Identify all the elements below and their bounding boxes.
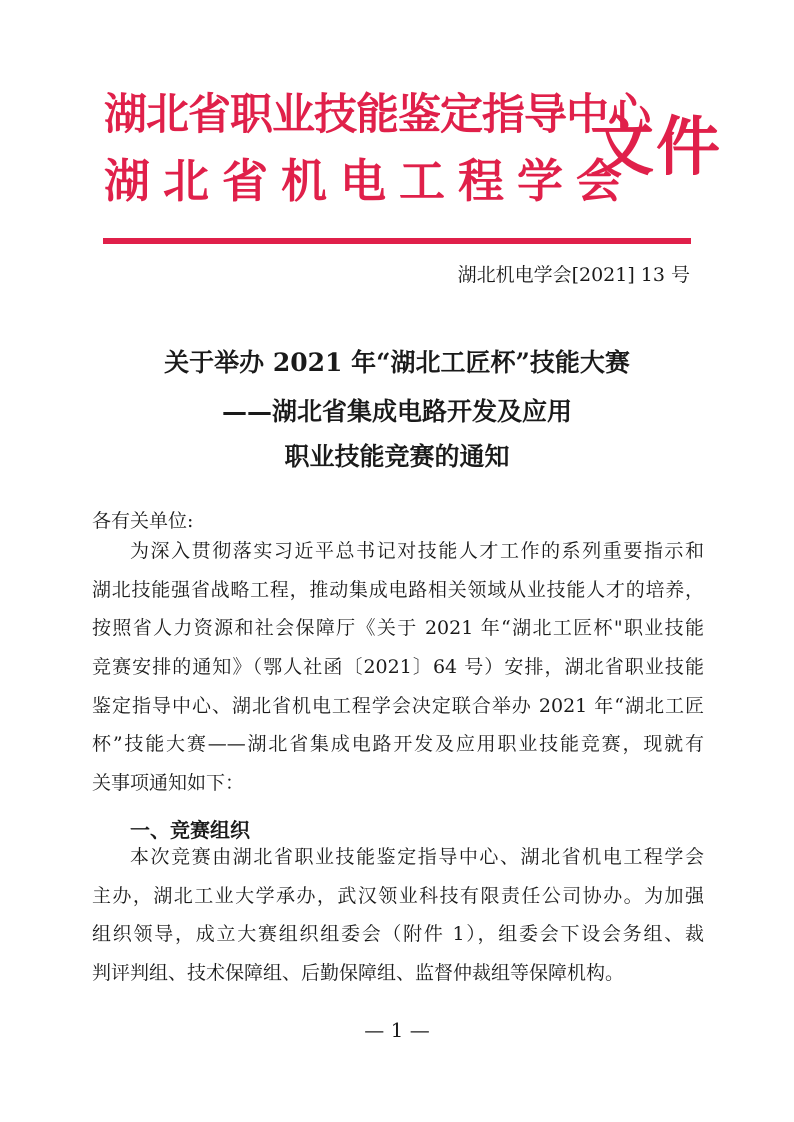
- paragraph-line: 杯”技能大赛——湖北省集成电路开发及应用职业技能竞赛，现就有: [92, 733, 704, 756]
- issuer-line-2: 湖北省机电工程学会: [104, 154, 635, 208]
- paragraph-line: 为深入贯彻落实习近平总书记对技能人才工作的系列重要指示和: [130, 540, 704, 562]
- title-line-1: 关于举办 2021 年“湖北工匠杯”技能大赛: [164, 348, 630, 377]
- organization-paragraph: [92, 838, 704, 993]
- paragraph-line: 竞赛安排的通知》（鄂人社函〔2021〕64 号）安排，湖北省职业技能: [92, 656, 704, 679]
- paragraph-line: 关事项通知如下：: [92, 772, 245, 795]
- paragraph-line: 湖北技能强省战略工程，推动集成电路相关领域从业技能人才的培养，: [92, 578, 704, 601]
- document-type-label: 文件: [590, 111, 722, 185]
- section-heading: 一、竞赛组织: [130, 818, 250, 842]
- title-line-2: ——湖北省集成电路开发及应用: [221, 397, 572, 426]
- paragraph-line: 组织领导，成立大赛组织组委会（附件 1），组委会下设会务组、裁: [92, 923, 704, 946]
- issuer-line-1: 湖北省职业技能鉴定指导中心: [104, 90, 650, 140]
- salutation: 各有关单位:: [92, 510, 194, 532]
- document-number: 湖北机电学会[2021] 13 号: [457, 264, 690, 286]
- paragraph-line: 判评判组、技术保障组、后勤保障组、监督仲裁组等保障机构。: [92, 962, 625, 985]
- paragraph-line: 鉴定指导中心、湖北省机电工程学会决定联合举办 2021 年“湖北工匠: [92, 694, 704, 717]
- red-header-rule: [103, 238, 691, 244]
- paragraph-line: 本次竞赛由湖北省职业技能鉴定指导中心、湖北省机电工程学会: [130, 846, 704, 868]
- page-number: — 1 —: [364, 1018, 430, 1042]
- paragraph-line: 主办，湖北工业大学承办，武汉领业科技有限责任公司协办。为加强: [92, 884, 704, 907]
- intro-paragraph: [92, 532, 704, 803]
- title-line-3: 职业技能竞赛的通知: [284, 442, 510, 471]
- paragraph-line: 按照省人力资源和社会保障厅《关于 2021 年“湖北工匠杯"职业技能: [92, 617, 704, 640]
